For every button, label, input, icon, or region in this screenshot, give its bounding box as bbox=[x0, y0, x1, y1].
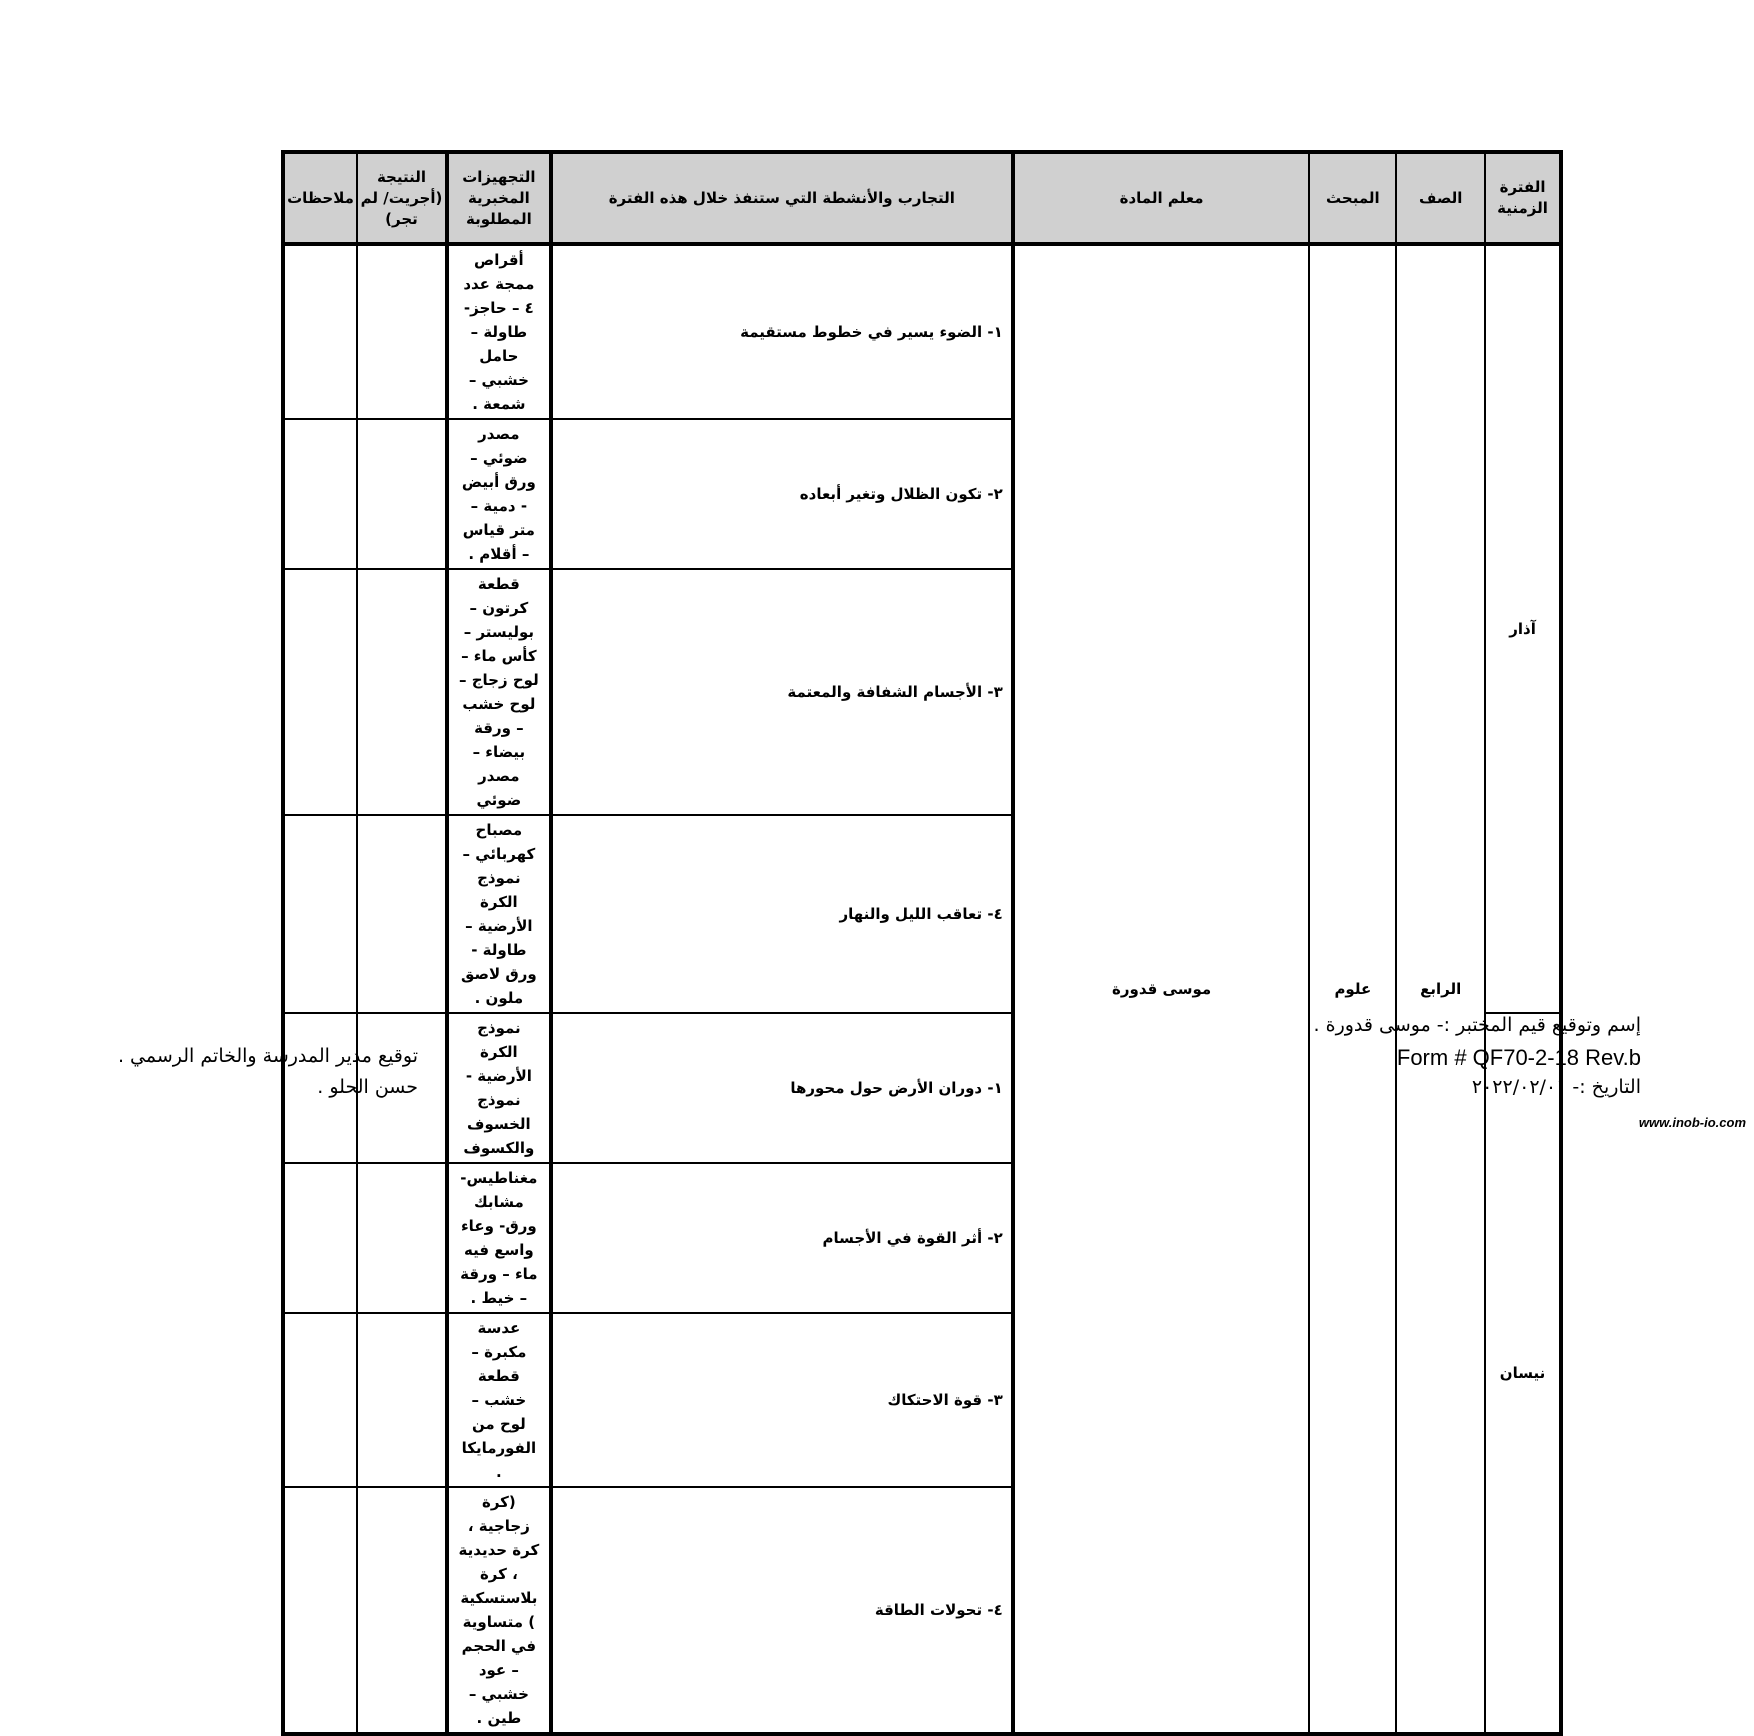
watermark: www.inob-io.com bbox=[1638, 1115, 1746, 1130]
activity-cell: ٤- تعاقب الليل والنهار bbox=[551, 815, 1013, 1013]
lab-plan-table bbox=[281, 150, 1563, 1736]
result-cell[interactable] bbox=[357, 569, 447, 815]
grade-cell: الرابع bbox=[1396, 244, 1485, 1734]
header-notes: ملاحظات bbox=[283, 152, 357, 244]
result-cell[interactable] bbox=[357, 419, 447, 569]
notes-cell[interactable] bbox=[283, 244, 357, 419]
notes-cell[interactable] bbox=[283, 815, 357, 1013]
header-period: الفترة الزمنية bbox=[1485, 152, 1561, 244]
equipment-cell: مغناطيس- مشابك ورق- وعاء واسع فيه ماء – ورقة – خيط . bbox=[447, 1163, 551, 1313]
period-cell: آذار bbox=[1485, 244, 1561, 1013]
header-result: النتيجة (أجريت/ لم تجر) bbox=[357, 152, 447, 244]
notes-cell[interactable] bbox=[283, 1313, 357, 1487]
date: التاريخ :- ٢٠٢٢/٠٢/٠١ bbox=[1471, 1076, 1641, 1098]
activity-cell: ١- الضوء يسير في خطوط مستقيمة bbox=[551, 244, 1013, 419]
activity-cell: ٢- تكون الظلال وتغير أبعاده bbox=[551, 419, 1013, 569]
teacher-cell: موسى قدورة bbox=[1013, 244, 1310, 1734]
table-row bbox=[283, 244, 1561, 419]
notes-cell[interactable] bbox=[283, 569, 357, 815]
equipment-cell: نموذج الكرة الأرضية - نموذج الخسوف والكسوف bbox=[447, 1013, 551, 1163]
notes-cell[interactable] bbox=[283, 1163, 357, 1313]
equipment-cell: (كرة زجاجية ، كرة حديدية ، كرة بلاستسكية ) متساوية في الحجم – عود خشبي – طين . bbox=[447, 1487, 551, 1734]
activity-cell: ٣- الأجسام الشفافة والمعتمة bbox=[551, 569, 1013, 815]
equipment-cell: قطعة كرتون – بوليستر – كأس ماء – لوح زجاج – لوح خشب – ورقة بيضاء – مصدر ضوئي bbox=[447, 569, 551, 815]
result-cell[interactable] bbox=[357, 1163, 447, 1313]
header-subject: المبحث bbox=[1309, 152, 1396, 244]
header-activities: التجارب والأنشطة التي ستنفذ خلال هذه الفترة bbox=[551, 152, 1013, 244]
subject-cell: علوم bbox=[1309, 244, 1396, 1734]
equipment-cell: عدسة مكبرة – قطعة خشب – لوح من الفورمايكا . bbox=[447, 1313, 551, 1487]
result-cell[interactable] bbox=[357, 815, 447, 1013]
activity-cell: ٤- تحولات الطاقة bbox=[551, 1487, 1013, 1734]
header-grade: الصف bbox=[1396, 152, 1485, 244]
header-teacher: معلم المادة bbox=[1013, 152, 1310, 244]
result-cell[interactable] bbox=[357, 1313, 447, 1487]
result-cell[interactable] bbox=[357, 244, 447, 419]
result-cell[interactable] bbox=[357, 1487, 447, 1734]
activity-cell: ١- دوران الأرض حول محورها bbox=[551, 1013, 1013, 1163]
equipment-cell: مصباح كهربائي – نموذج الكرة الأرضية – طاولة - ورق لاصق ملون . bbox=[447, 815, 551, 1013]
activity-cell: ٢- أثر القوة في الأجسام bbox=[551, 1163, 1013, 1313]
period-cell: نيسان bbox=[1485, 1013, 1561, 1734]
equipment-cell: مصدر ضوئي – ورق أبيض - دمية – متر قياس – أقلام . bbox=[447, 419, 551, 569]
notes-cell[interactable] bbox=[283, 419, 357, 569]
principal-signature: توقيع مدير المدرسة والخاتم الرسمي . bbox=[117, 1045, 418, 1067]
notes-cell[interactable] bbox=[283, 1487, 357, 1734]
form-number: Form # QF70-2-18 Rev.b bbox=[1396, 1045, 1641, 1070]
principal-name: حسن الحلو . bbox=[317, 1076, 418, 1098]
equipment-cell: أقراص ممجة عدد ٤ – حاجز- طاولة – حامل خشبي – شمعة . bbox=[447, 244, 551, 419]
header-equipment: التجهيزات المخبرية المطلوبة bbox=[447, 152, 551, 244]
lab-keeper-signature: إسم وتوقيع قيم المختبر :- موسى قدورة . bbox=[1313, 1014, 1641, 1036]
activity-cell: ٣- قوة الاحتكاك bbox=[551, 1313, 1013, 1487]
